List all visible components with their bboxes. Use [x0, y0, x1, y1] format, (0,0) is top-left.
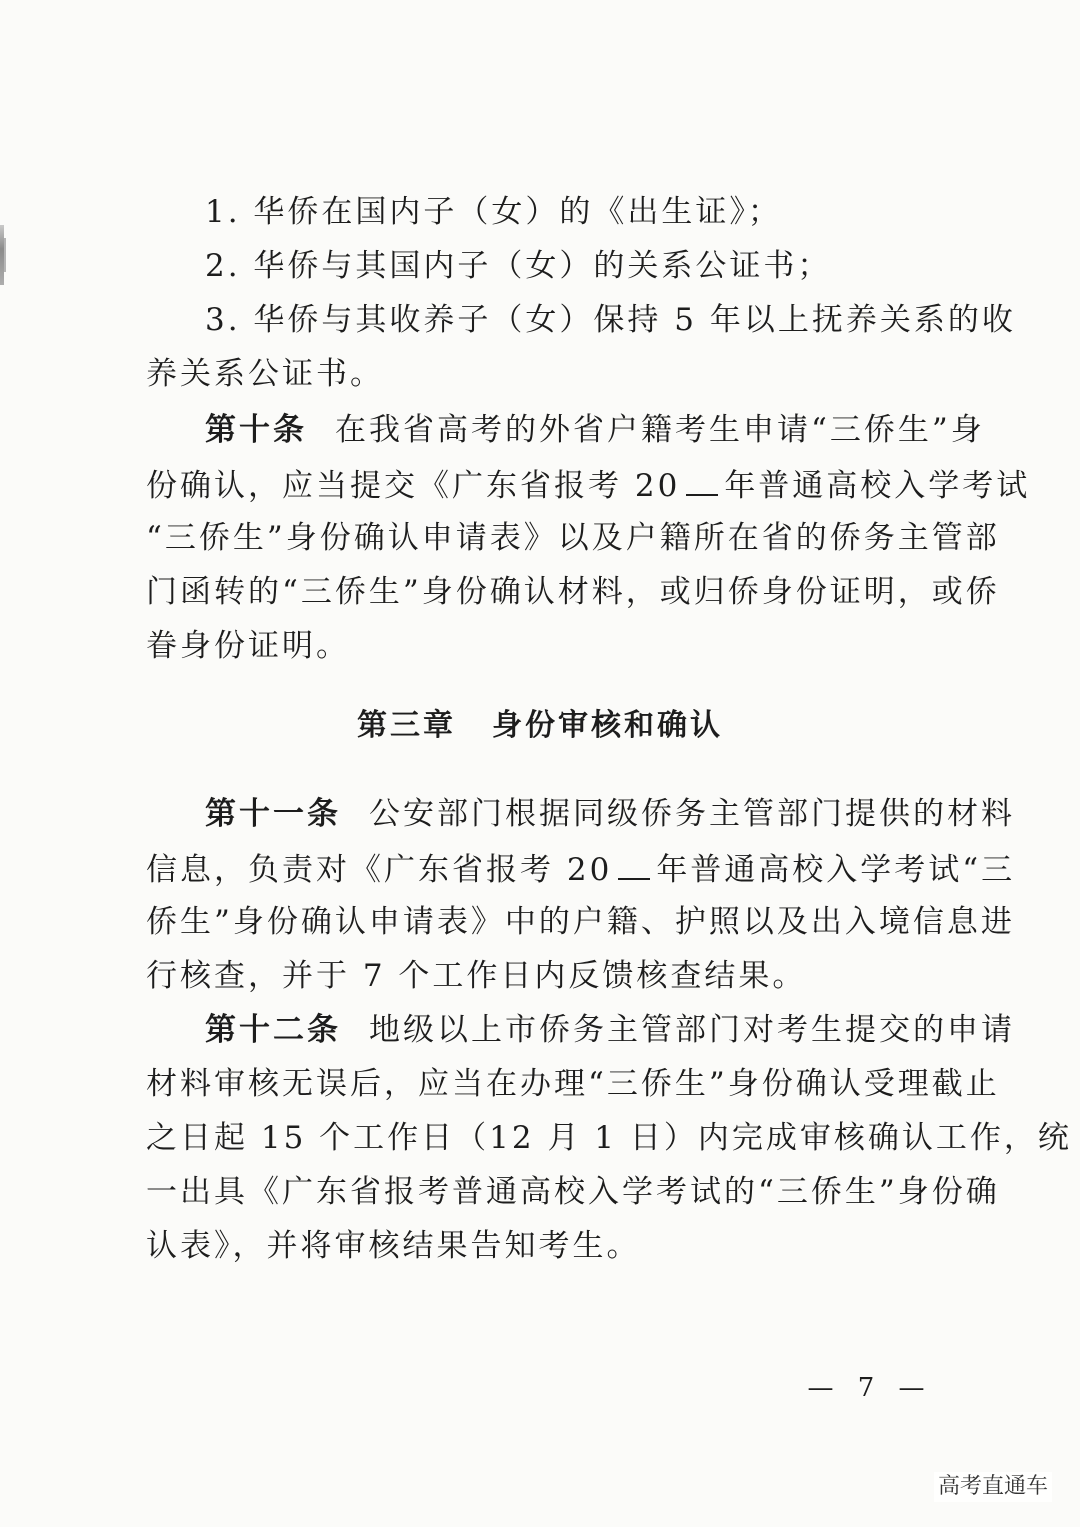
article-10-label: 第十条 [205, 412, 307, 448]
list-item-continuation: 养关系公证书。 [146, 356, 384, 392]
source-watermark: 高考直通车 [934, 1472, 1052, 1502]
article-10-line [146, 464, 1031, 504]
scan-edge-mark-inner [4, 238, 6, 272]
article-12-line: 一出具《广东省报考普通高校入学考试的“三侨生”身份确 [146, 1174, 1000, 1210]
article-12-text: 地级以上市侨务主管部门对考生提交的申请 [369, 1012, 1015, 1048]
article-10-line: “三侨生”身份确认申请表》以及户籍所在省的侨务主管部 [146, 520, 1000, 556]
article-11-line: 侨生”身份确认申请表》中的户籍、护照以及出入境信息进 [146, 904, 1015, 940]
article-11-line: 行核查，并于 7 个工作日内反馈核查结果。 [146, 958, 807, 994]
page-number: — 7 — [807, 1373, 933, 1403]
chapter-number: 第三章 [357, 708, 456, 743]
article-10-line: 门函转的“三侨生”身份确认材料，或归侨身份证明，或侨 [146, 574, 1000, 610]
article-12-label: 第十二条 [205, 1012, 341, 1048]
article-10-text: 在我省高考的外省户籍考生申请“三侨生”身 [335, 412, 985, 448]
article-11-text: 公安部门根据同级侨务主管部门提供的材料 [369, 796, 1015, 832]
article-11-line [146, 848, 1016, 888]
chapter-heading [0, 706, 1080, 746]
article-10-line: 眷身份证明。 [146, 628, 350, 664]
article-11-text-part: 信息，负责对《广东省报考 20 [146, 852, 613, 888]
chapter-title: 身份审核和确认 [492, 708, 723, 743]
article-12-line: 之日起 15 个工作日（12 月 1 日）内完成审核确认工作，统 [146, 1120, 1072, 1156]
list-item: 2. 华侨与其国内子（女）的关系公证书； [205, 248, 832, 284]
article-11-label: 第十一条 [205, 796, 341, 832]
year-blank [618, 848, 650, 880]
list-item: 1. 华侨在国内子（女）的《出生证》； [205, 194, 782, 230]
article-10-text-part: 年普通高校入学考试 [724, 468, 1031, 504]
article-12-line: 认表》，并将审核结果告知考生。 [146, 1228, 641, 1264]
article-11-text-part: 年普通高校入学考试“三 [656, 852, 1016, 888]
article-12-first-line [205, 1010, 1015, 1050]
article-10-text-part: 份确认，应当提交《广东省报考 20 [146, 468, 681, 504]
list-item: 3. 华侨与其收养子（女）保持 5 年以上抚养关系的收 [205, 302, 1016, 338]
article-12-line: 材料审核无误后，应当在办理“三侨生”身份确认受理截止 [146, 1066, 1000, 1102]
year-blank [686, 464, 718, 496]
article-11-first-line [205, 794, 1015, 834]
article-10-first-line [205, 410, 1005, 450]
